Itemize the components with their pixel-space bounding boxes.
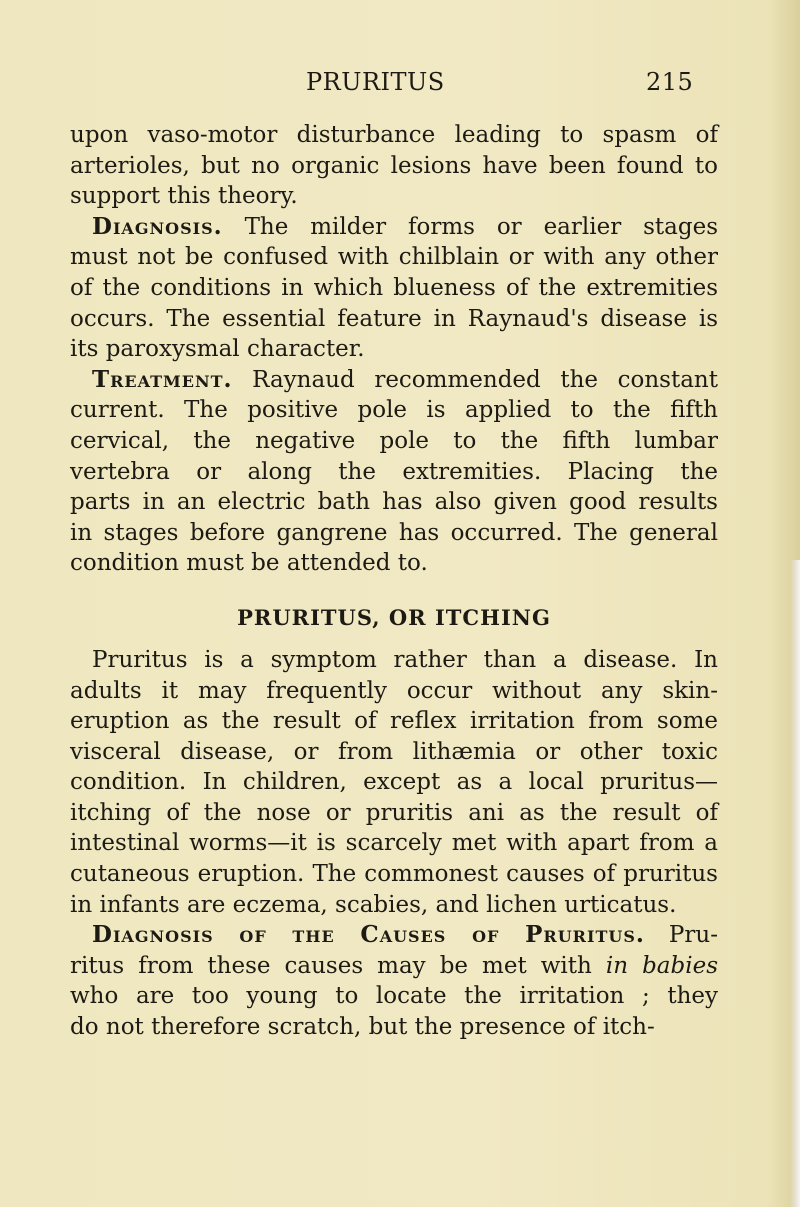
- text-line: who are too young to locate the irritation ; they: [70, 983, 718, 1010]
- text-run: The milder forms or earlier stages: [222, 213, 718, 240]
- text-line: intestinal worms—it is scarcely met with apart from a: [70, 830, 718, 857]
- page-number: 215: [646, 68, 694, 96]
- text-line: visceral disease, or from lithæmia or other toxic: [70, 738, 718, 765]
- text-line: condition. In children, except as a local pruritus—: [70, 769, 718, 796]
- text-line: in infants are eczema, scabies, and lichen urticatus.: [70, 891, 677, 918]
- diagnosis-paragraph-start: [70, 212, 718, 243]
- text-line: cervical, the negative pole to the fifth lumbar: [70, 427, 718, 454]
- text-line: vertebra or along the extremities. Placing the: [70, 458, 718, 485]
- body-text: [70, 120, 718, 1043]
- diagnosis-causes-paragraph-start: [70, 920, 718, 951]
- text-line: its paroxysmal character.: [70, 336, 365, 363]
- italic-text: in babies: [605, 952, 718, 979]
- text-line: adults it may frequently occur without any skin-: [70, 677, 718, 704]
- text-line: current. The positive pole is applied to the fifth: [70, 397, 718, 424]
- text-line: must not be confused with chilblain or with any other: [70, 244, 718, 271]
- section-heading: PRURITUS, OR ITCHING: [237, 604, 551, 630]
- text-run: ritus from these causes may be met with: [70, 952, 606, 979]
- diagnosis-heading: Diagnosis.: [92, 212, 223, 240]
- text-line: support this theory.: [70, 183, 298, 210]
- page-header: [0, 68, 800, 102]
- text-line: occurs. The essential feature in Raynaud's disease is: [70, 305, 718, 332]
- text-line: of the conditions in which blueness of the extremities: [70, 274, 718, 301]
- text-line: in stages before gangrene has occurred. The general: [70, 519, 718, 546]
- treatment-paragraph-start: [70, 365, 718, 396]
- text-line: cutaneous eruption. The commonest causes of pruritus: [70, 861, 718, 888]
- text-line: arterioles, but no organic lesions have been found to: [70, 152, 718, 179]
- diagnosis-causes-heading: Diagnosis of the Causes of Pruritus.: [92, 921, 645, 949]
- text-line: eruption as the result of reflex irritation from some: [70, 708, 718, 735]
- text-line: do not therefore scratch, but the presence of itch-: [70, 1014, 655, 1041]
- text-run: Raynaud recommended the constant: [232, 366, 718, 393]
- running-head: PRURITUS: [306, 68, 445, 96]
- treatment-heading: Treatment.: [92, 365, 233, 393]
- text-line: itching of the nose or pruritis ani as the result of: [70, 799, 718, 826]
- text-line: [70, 951, 718, 982]
- page-edge-shadow: [790, 560, 800, 1207]
- text-line: parts in an electric bath has also given good results: [70, 489, 718, 516]
- text-line: upon vaso-motor disturbance leading to spasm of: [70, 122, 718, 148]
- text-line: condition must be attended to.: [70, 550, 428, 577]
- text-run: Pru-: [644, 922, 718, 949]
- text-line: Pruritus is a symptom rather than a disease. In: [92, 646, 718, 673]
